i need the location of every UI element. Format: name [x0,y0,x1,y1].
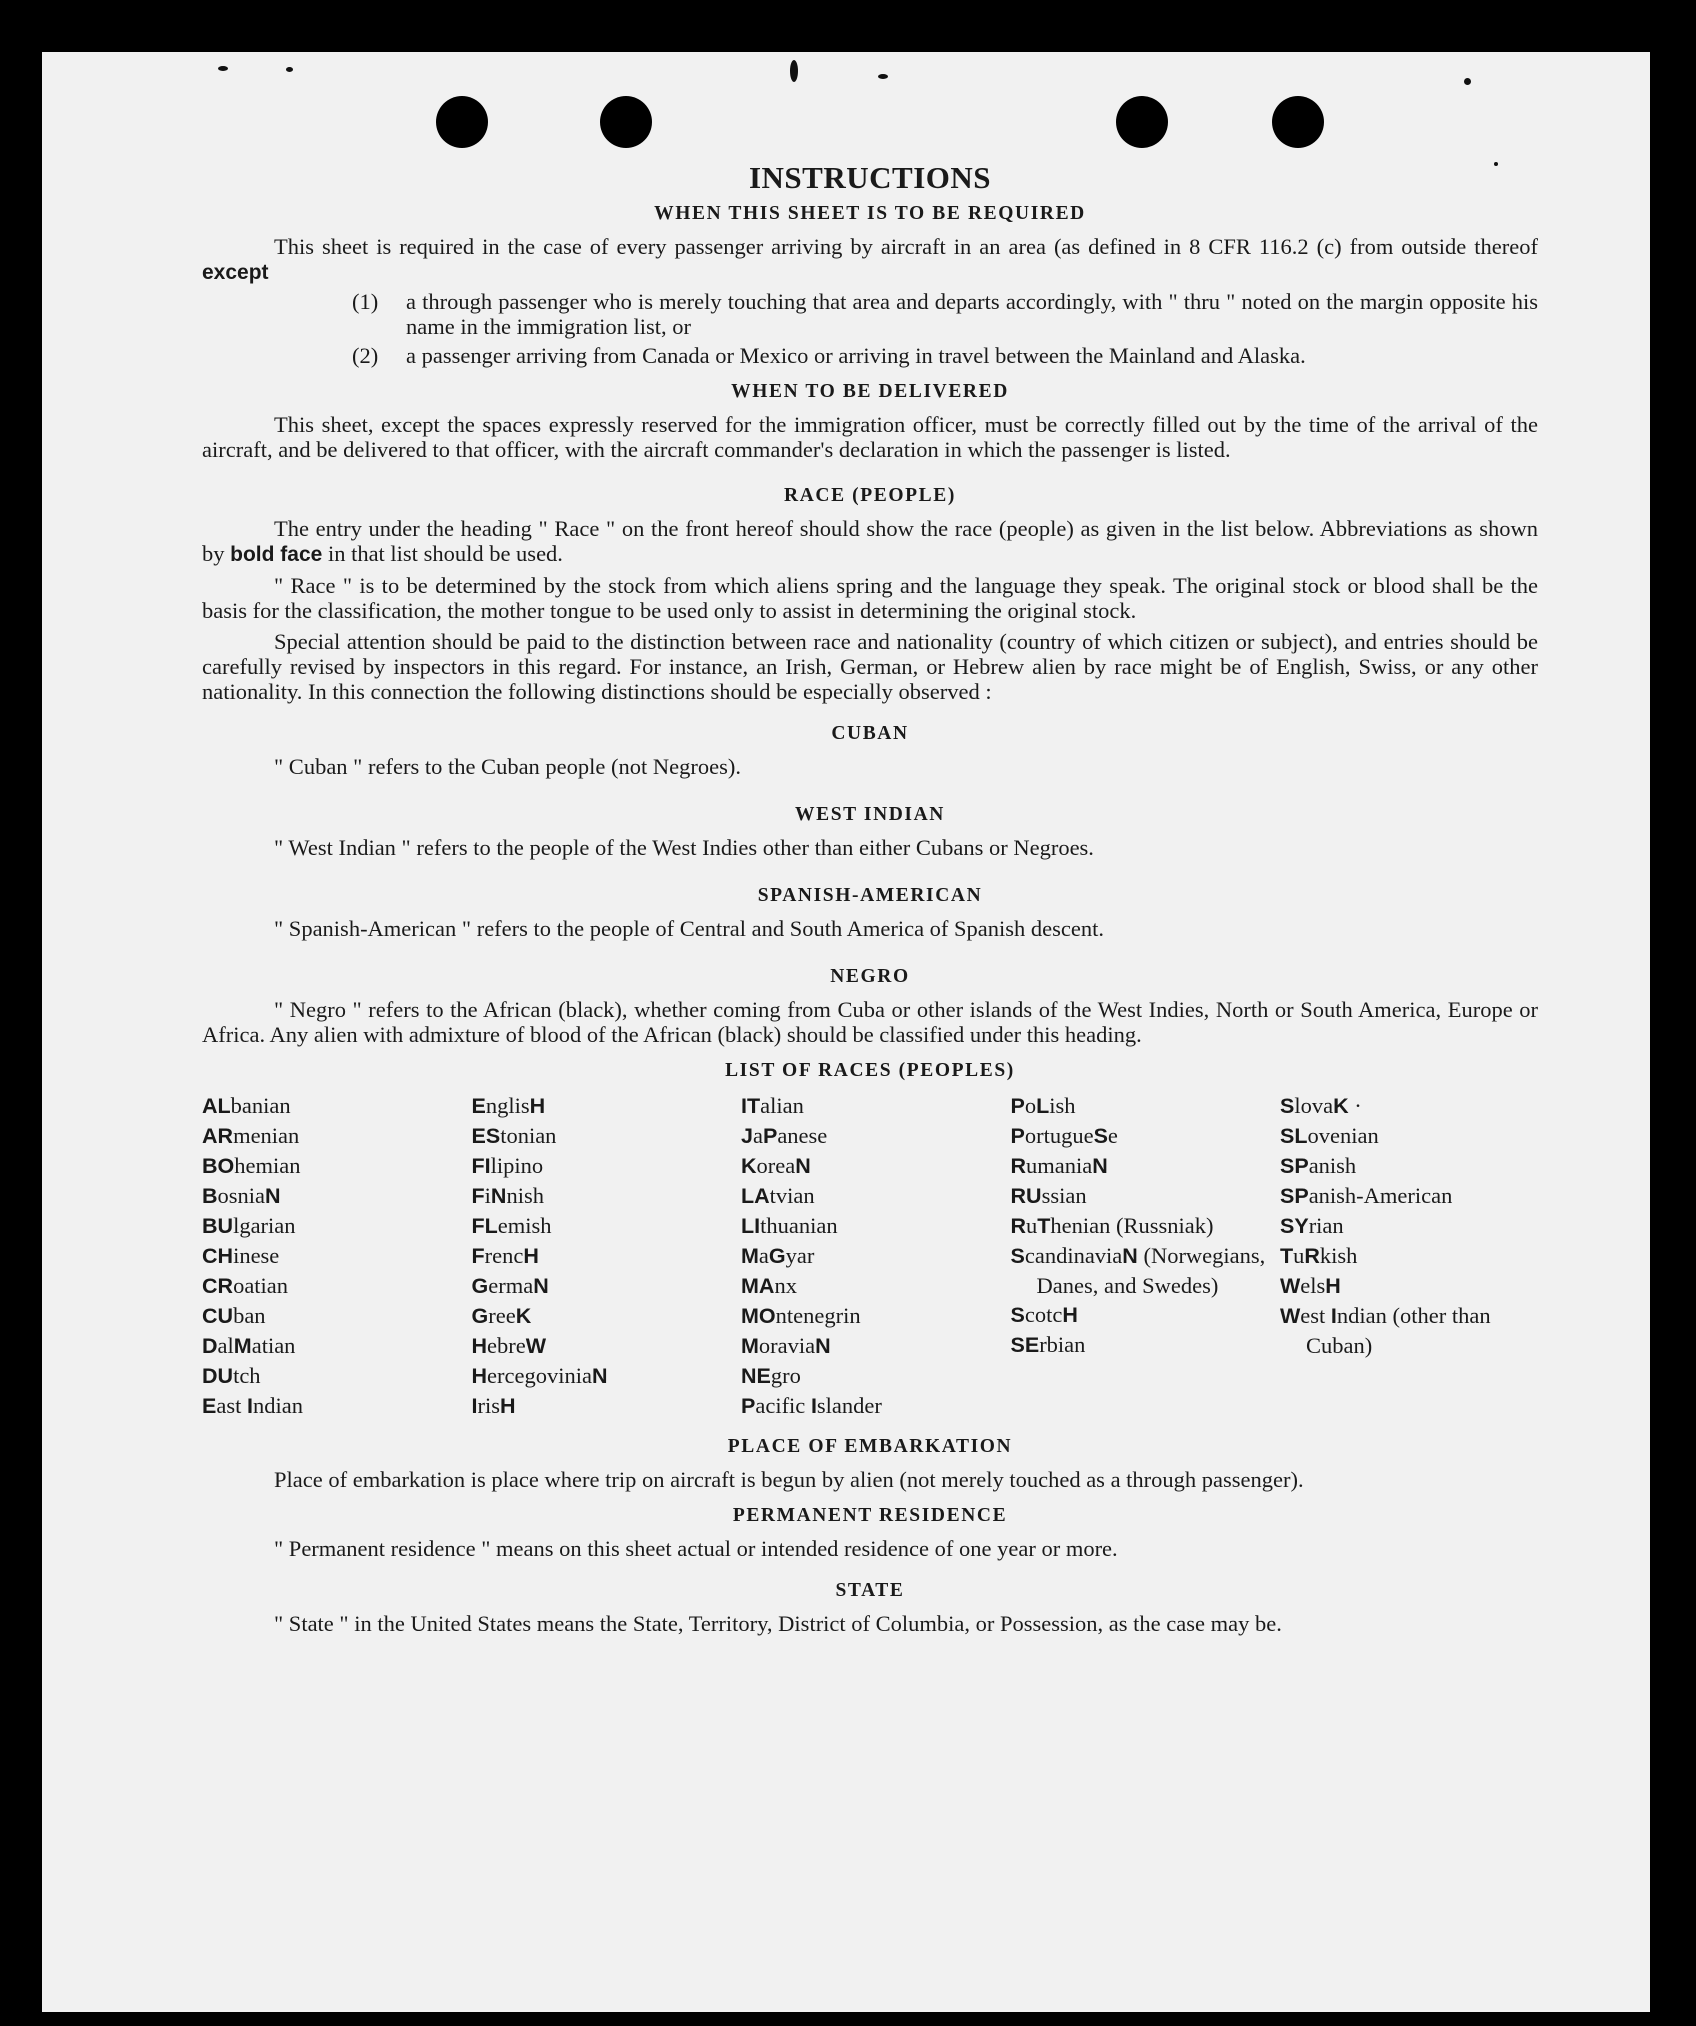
heading-when-delivered: WHEN TO BE DELIVERED [731,381,1009,402]
punch-hole [436,96,488,148]
race-entry: RumaniaN [1010,1153,1108,1178]
punch-hole [1116,96,1168,148]
speck [878,74,888,79]
race-entry: ScandinaviaN (Norwegians, Danes, and Swedes) [1010,1243,1266,1298]
race-paragraph: " Race " is to be determined by the stock from which aliens spring and the language they speak. The original stock or blood shall be the basis for the classification, the mother tongue to be used only to assist in determining the original stock. [202,573,1538,623]
heading-when-required: WHEN THIS SHEET IS TO BE REQUIRED [654,203,1086,224]
race-entry: FiNnish [471,1183,544,1208]
race-entry: LAtvian [741,1183,815,1208]
race-entry: RUssian [1010,1183,1087,1208]
race-entry: FIlipino [471,1153,544,1178]
race-entry: EStonian [471,1123,557,1148]
list-item: (1) a through passenger who is merely touching that area and departs accordingly, with " thru " noted on the margin opposite his name in the immigration list, or [352,289,1538,339]
race-entry: BOhemian [202,1153,301,1178]
state-text: " State " in the United States means the State, Territory, District of Columbia, or Possession, as the case may be. [274,1611,1282,1636]
races-list [202,1091,1538,1421]
race-entry: DUtch [202,1363,261,1388]
heading-west-indian: WEST INDIAN [795,804,945,825]
race-entry: SPanish [1280,1153,1357,1178]
except-emphasis: except [202,261,269,284]
race-entry: IrisH [471,1393,516,1418]
spanish-american-text: " Spanish-American " refers to the people of Central and South America of Spanish descent. [274,916,1105,941]
negro-text: " Negro " refers to the African (black), whether coming from Cuba or other islands of the West Indies, North or South America, Europe or Africa. Any alien with admixture of blood of the African (black) should be classified under this heading. [202,997,1538,1047]
race-entry: GermaN [471,1273,549,1298]
race-entry: CHinese [202,1243,280,1268]
race-entry: SYrian [1280,1213,1344,1238]
west-indian-text: " West Indian " refers to the people of the West Indies other than either Cubans or Negroes. [274,835,1094,860]
heading-cuban: CUBAN [831,723,909,744]
race-column [202,1091,460,1421]
race-entry: DalMatian [202,1333,296,1358]
race-entry: GreeK [471,1303,532,1328]
heading-spanish-american: SPANISH-AMERICAN [757,885,983,906]
race-entry: PortugueSe [1010,1123,1118,1148]
heading-negro: NEGRO [830,966,910,987]
speck [1464,78,1471,85]
heading-race: RACE (PEOPLE) [784,485,956,506]
race-entry: SErbian [1010,1332,1086,1357]
race-paragraph: Special attention should be paid to the distinction between race and nationality (country of which citizen or subject), and entries should be carefully revised by inspectors in this regard. For instance, an Irish, German, or Hebrew alien by race might be of English, Swiss, or any other nationality. In this connection the following distinctions should be especially observed : [202,629,1538,704]
embarkation-text: Place of embarkation is place where trip on aircraft is begun by alien (not merely touched as a through passenger). [274,1467,1304,1492]
race-entry: ARmenian [202,1123,300,1148]
punch-hole [1272,96,1324,148]
speck [286,67,293,72]
heading-permanent-residence: PERMANENT RESIDENCE [732,1505,1008,1526]
when-required-intro: This sheet is required in the case of every passenger arriving by aircraft in an area (as defined in 8 CFR 116.2 (c) from outside thereof except [202,234,1538,284]
race-entry: SPanish-American [1280,1183,1453,1208]
speck [790,60,798,82]
race-entry: ScotcH [1010,1302,1078,1327]
race-entry: FLemish [471,1213,552,1238]
race-entry: MAnx [741,1273,797,1298]
permanent-residence-text: " Permanent residence " means on this sheet actual or intended residence of one year or more. [274,1536,1118,1561]
punch-hole [600,96,652,148]
race-entry: HebreW [471,1333,547,1358]
race-entry: CUban [202,1303,266,1328]
race-entry: MaGyar [741,1243,815,1268]
when-delivered-text: This sheet, except the spaces expressly reserved for the immigration officer, must be correctly filled out by the time of the arrival of the aircraft, and be delivered to that officer, with the aircraft commander's declaration in which the passenger is listed. [202,412,1538,462]
race-entry: RuThenian (Russniak) [1010,1213,1214,1238]
race-entry: PoLish [1010,1093,1076,1118]
cuban-text: " Cuban " refers to the Cuban people (not Negroes). [274,754,741,779]
race-entry: KoreaN [741,1153,811,1178]
race-entry: FrencH [471,1243,539,1268]
speck [218,66,228,71]
race-entry: MOntenegrin [741,1303,861,1328]
race-entry: CRoatian [202,1273,289,1298]
heading-embarkation: PLACE OF EMBARKATION [727,1436,1013,1457]
race-entry: ITalian [741,1093,804,1118]
heading-list-of-races: LIST OF RACES (PEOPLES) [725,1060,1015,1081]
race-entry: SlovaK · [1280,1093,1362,1118]
instructions-content [202,160,1538,1636]
race-paragraph: The entry under the heading " Race " on the front hereof should show the race (people) as given in the list below. Abbreviations as shown by bold face in that list should be used. [202,516,1538,566]
race-entry: West Indian (other than Cuban) [1280,1303,1491,1358]
race-entry: BosniaN [202,1183,281,1208]
race-entry: JaPanese [741,1123,828,1148]
race-entry: MoraviaN [741,1333,831,1358]
race-column [741,1091,999,1421]
race-entry: EnglisH [471,1093,546,1118]
race-column [472,1091,730,1421]
race-column [1011,1091,1269,1421]
race-entry: LIthuanian [741,1213,838,1238]
page-title: INSTRUCTIONS [748,160,991,195]
race-entry: ALbanian [202,1093,291,1118]
race-entry: East Indian [202,1393,303,1418]
race-entry: WelsH [1280,1273,1341,1298]
heading-state: STATE [835,1580,905,1601]
race-entry: BUlgarian [202,1213,296,1238]
race-column [1280,1091,1538,1421]
race-entry: TuRkish [1280,1243,1358,1268]
race-entry: NEgro [741,1363,801,1388]
race-entry: Pacific Islander [741,1393,882,1418]
bold-face-emphasis: bold face [230,543,323,566]
race-entry: SLovenian [1280,1123,1379,1148]
race-entry: HercegoviniaN [471,1363,608,1388]
list-item: (2) a passenger arriving from Canada or Mexico or arriving in travel between the Mainland and Alaska. [352,343,1306,368]
document-sheet [42,52,1650,2012]
